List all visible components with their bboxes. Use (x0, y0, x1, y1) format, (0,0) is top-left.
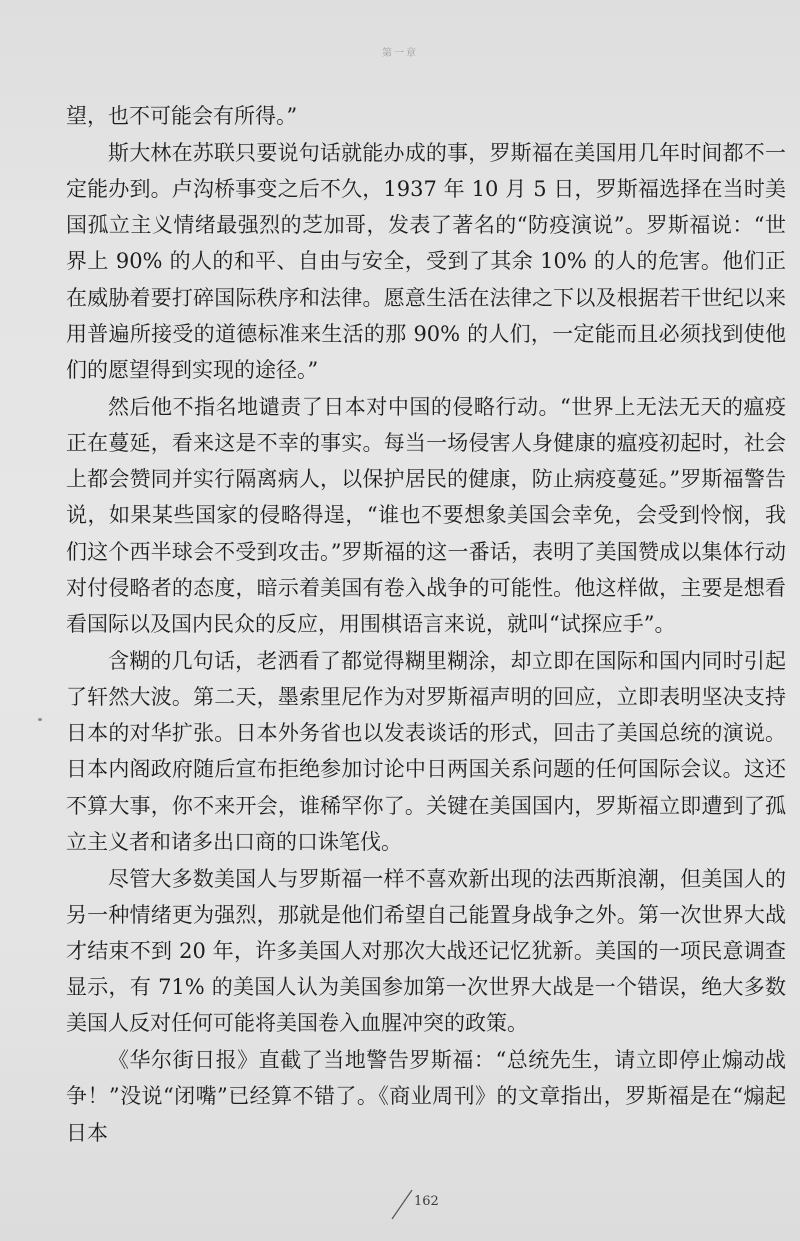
page-footer (388, 1186, 448, 1222)
page-number: 162 (414, 1194, 439, 1209)
running-head: 第一章 (382, 48, 418, 59)
paragraph-4: 含糊的几句话，老洒看了都觉得糊里糊涂，却立即在国际和国内同时引起了轩然大波。第二天，墨索里尼作为对罗斯福声明的回应，立即表明坚决支持日本的对华扩张。日本外务省也以发表谈话的形式，回击了美国总统的演说。日本内阁政府随后宣布拒绝参加讨论中日两国关系问题的任何国际会议。这还不算大事，你不来开会，谁稀罕你了。关键在美国国内，罗斯福立即遭到了孤立主义者和诸多出口商的口诛笔伐。 (66, 648, 786, 854)
paragraph-3: 然后他不指名地谴责了日本对中国的侵略行动。“世界上无法无天的瘟疫正在蔓延，看来这是不幸的事实。每当一场侵害人身健康的瘟疫初起时，社会上都会赞同并实行隔离病人，以保护居民的健康，防止病疫蔓延。”罗斯福警告说，如果某些国家的侵略得逞，“谁也不要想象美国会幸免，会受到怜悯，我们这个西半球会不受到攻击。”罗斯福的这一番话，表明了美国赞成以集体行动对付侵略者的态度，暗示着美国有卷入战争的可能性。他这样做，主要是想看看国际以及国内民众的反应，用围棋语言来说，就叫“试探应手”。 (66, 394, 786, 637)
paragraph-5: 尽管大多数美国人与罗斯福一样不喜欢新出现的法西斯浪潮，但美国人的另一种情绪更为强烈，那就是他们希望自己能置身战争之外。第一次世界大战才结束不到 20 年，许多美国人对那次大战还记忆犹新。美国的一项民意调查显示，有 71% 的美国人认为美国参加第一次世界大战是一个错误，绝大多数美国人反对任何可能将美国卷入血腥冲突的政策。 (66, 866, 786, 1036)
margin-dot (38, 718, 42, 721)
paragraph-6: 《华尔街日报》直截了当地警告罗斯福：“总统先生，请立即停止煽动战争！”没说“闭嘴”已经算不错了。《商业周刊》的文章指出，罗斯福是在“煽起日本 (66, 1048, 786, 1145)
page-body (66, 98, 786, 1151)
paragraph-1: 望，也不可能会有所得。” (66, 104, 298, 128)
paragraph-2: 斯大林在苏联只要说句话就能办成的事，罗斯福在美国用几年时间都不一定能办到。卢沟桥事变之后不久，1937 年 10 月 5 日，罗斯福选择在当时美国孤立主义情绪最强烈的芝加哥，发表了著名的“防疫演说”。罗斯福说：“世界上 90% 的人的和平、自由与安全，受到了其余 10% 的人的危害。他们正在威胁着要打碎国际秩序和法律。愿意生活在法律之下以及根据若干世纪以来用普遍所接受的道德标准来生活的那 90% 的人们，一定能而且必须找到使他们的愿望得到实现的途径。” (66, 140, 786, 383)
